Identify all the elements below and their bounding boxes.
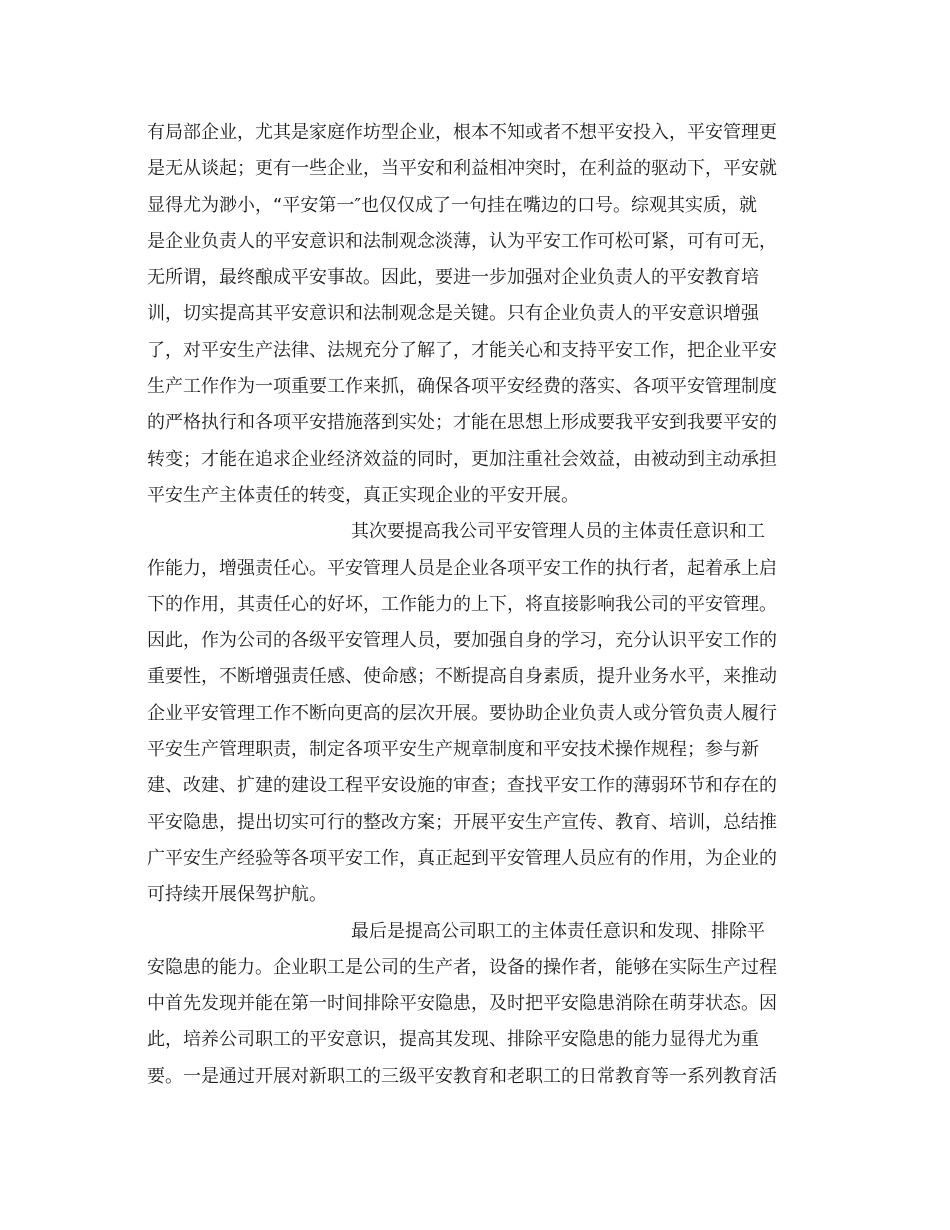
text-line: 无所谓，最终酿成平安事故。因此，要进一步加强对企业负责人的平安教育培	[147, 267, 759, 289]
text-line: 因此，作为公司的各级平安管理人员，要加强自身的学习，充分认识平安工作的	[147, 630, 777, 652]
text-line: 下的作用，其责任心的好坏，工作能力的上下，将直接影响我公司的平安管理。	[147, 593, 777, 615]
text-line: 显得尤为渺小，“平安第一″也仅仅成了一句挂在嘴边的口号。综观其实质，就	[147, 194, 758, 216]
text-line: 广平安生产经验等各项平安工作，真正起到平安管理人员应有的作用，为企业的	[147, 847, 777, 869]
text-line: 是企业负责人的平安意识和法制观念淡薄，认为平安工作可松可紧，可有可无，	[147, 230, 777, 252]
text-line: 平安生产主体责任的转变，真正实现企业的平安开展。	[147, 484, 579, 506]
text-line: 了，对平安生产法律、法规充分了解了，才能关心和支持平安工作，把企业平安	[147, 339, 777, 361]
text-line: 平安隐患，提出切实可行的整改方案；开展平安生产宣传、教育、培训，总结推	[147, 811, 777, 833]
text-line: 建、改建、扩建的建设工程平安设施的审查；查找平安工作的薄弱环节和存在的	[147, 775, 777, 797]
text-line: 要。一是通过开展对新职工的三级平安教育和老职工的日常教育等一系列教育活	[147, 1065, 777, 1087]
text-line: 中首先发现并能在第一时间排除平安隐患，及时把平安隐患消除在萌芽状态。因	[147, 993, 777, 1015]
text-line: 平安生产管理职责，制定各项平安生产规章制度和平安技术操作规程；参与新	[147, 739, 759, 761]
text-line: 训，切实提高其平安意识和法制观念是关键。只有企业负责人的平安意识增强	[147, 303, 759, 325]
text-line: 生产工作作为一项重要工作来抓，确保各项平安经费的落实、各项平安管理制度	[147, 376, 777, 398]
paragraph-3	[147, 914, 807, 1095]
text-line: 安隐患的能力。企业职工是公司的生产者，设备的操作者，能够在实际生产过程	[147, 956, 777, 978]
document-body	[147, 115, 807, 1095]
text-line: 作能力，增强责任心。平安管理人员是企业各项平安工作的执行者，起着承上启	[147, 557, 777, 579]
text-line-indented: 其次要提高我公司平安管理人员的主体责任意识和工	[351, 521, 765, 543]
text-line: 可持续开展保驾护航。	[147, 884, 327, 906]
paragraph-2	[147, 514, 807, 913]
text-line: 企业平安管理工作不断向更高的层次开展。要协助企业负责人或分管负责人履行	[147, 702, 777, 724]
text-line: 有局部企业，尤其是家庭作坊型企业，根本不知或者不想平安投入，平安管理更	[147, 122, 777, 143]
text-line: 此，培养公司职工的平安意识，提高其发现、排除平安隐患的能力显得尤为重	[147, 1029, 759, 1051]
paragraph-1	[147, 115, 807, 514]
text-line: 是无从谈起；更有一些企业，当平安和利益相冲突时，在利益的驱动下，平安就	[147, 158, 777, 180]
text-line: 转变；才能在追求企业经济效益的同时，更加注重社会效益，由被动到主动承担	[147, 448, 777, 470]
text-line: 重要性，不断增强责任感、使命感；不断提高自身素质，提升业务水平，来推动	[147, 666, 777, 688]
text-line-indented: 最后是提高公司职工的主体责任意识和发现、排除平	[351, 920, 765, 942]
text-line: 的严格执行和各项平安措施落到实处；才能在思想上形成要我平安到我要平安的	[147, 412, 777, 434]
